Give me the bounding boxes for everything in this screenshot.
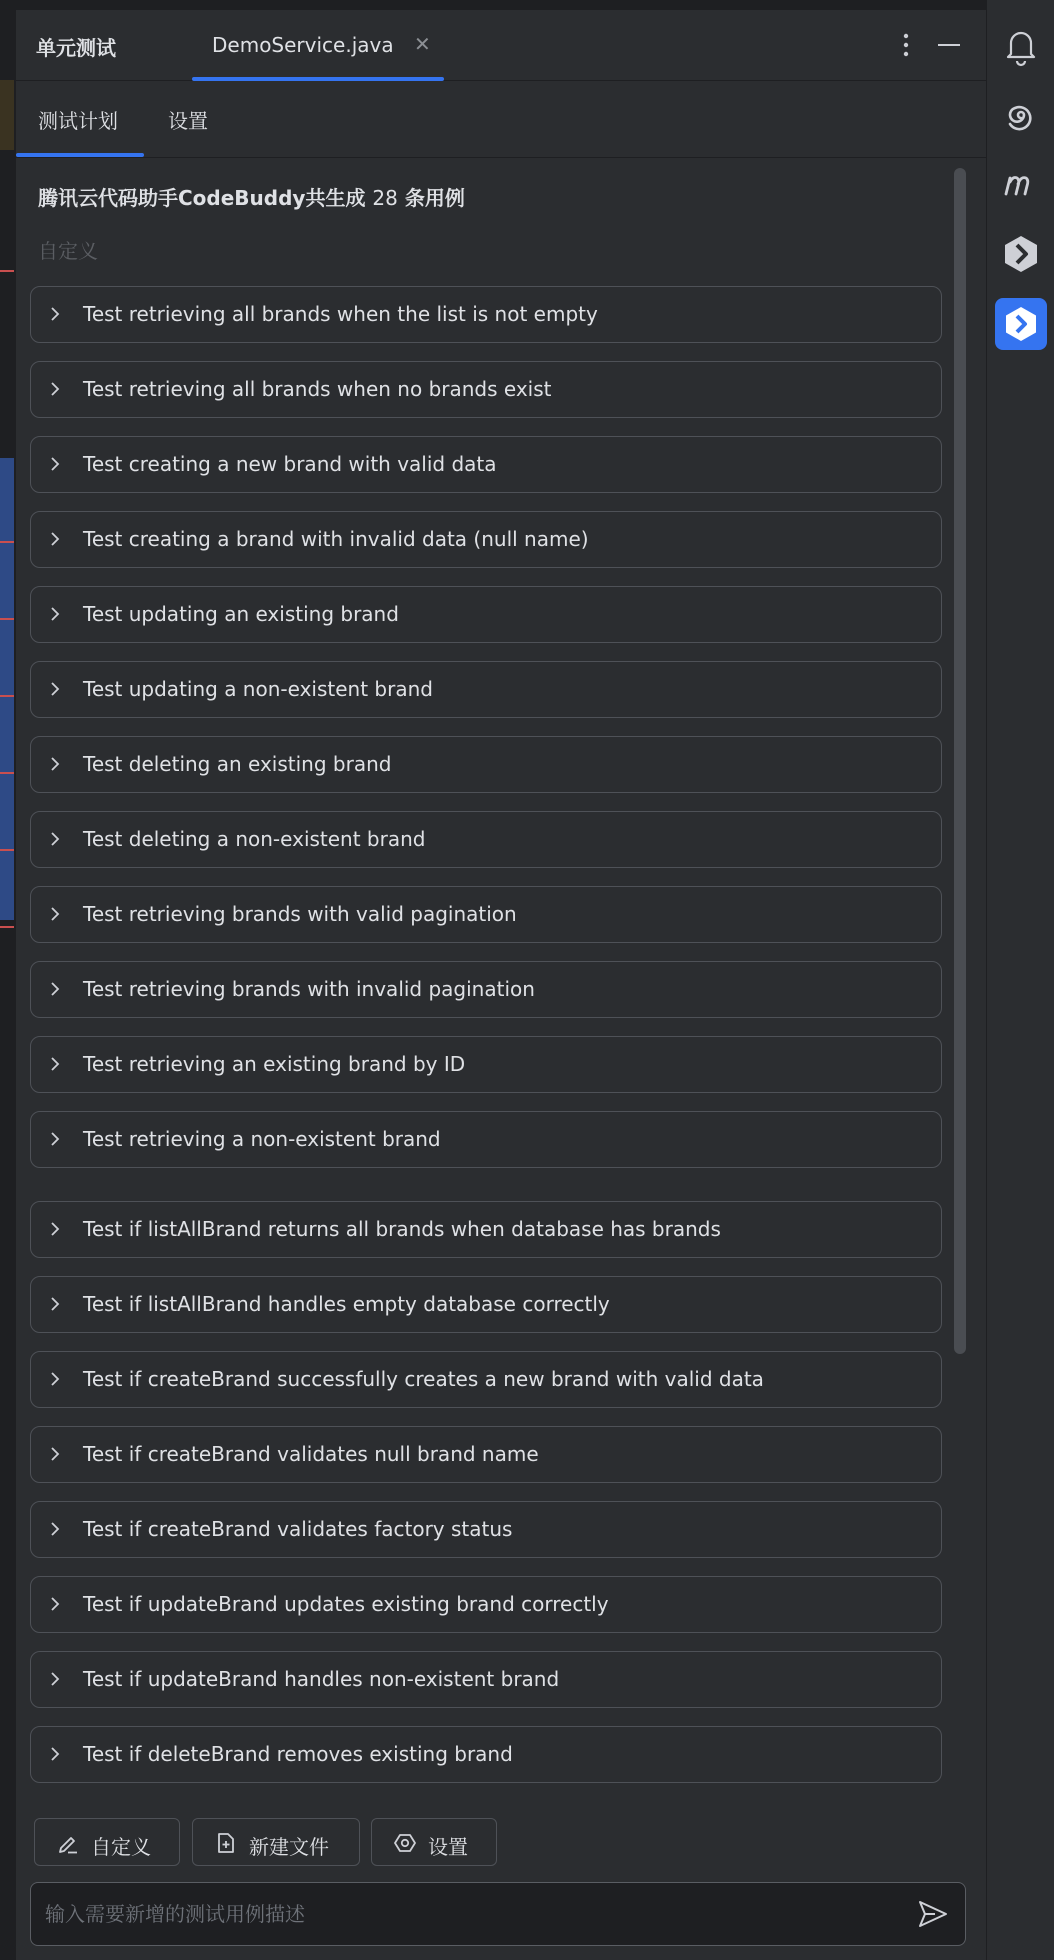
spiral-icon[interactable] [999,94,1043,138]
gear-icon [394,1832,416,1854]
test-case-title: Test updating a non-existent brand [83,677,433,701]
summary-prefix: 腾讯云代码助手CodeBuddy共生成 [38,186,366,210]
test-case-title: Test creating a new brand with valid data [83,452,497,476]
error-mark [0,541,14,543]
chevron-right-icon [49,1522,61,1536]
chevron-right-icon [49,832,61,846]
test-case-title: Test retrieving brands with invalid pagination [83,977,535,1001]
test-case-item[interactable] [30,1036,942,1093]
more-vertical-icon[interactable] [896,32,916,58]
chevron-right-icon [49,1132,61,1146]
send-icon[interactable] [917,1899,949,1929]
test-case-item[interactable] [30,1651,942,1708]
error-mark [0,270,14,272]
file-tab-label: DemoService.java [212,33,394,57]
test-case-item[interactable] [30,961,942,1018]
panel-header [16,10,986,81]
test-case-title: Test retrieving a non-existent brand [83,1127,441,1151]
test-case-item[interactable] [30,1111,942,1168]
bell-icon[interactable] [999,24,1043,68]
edit-icon [57,1832,79,1854]
test-case-item[interactable] [30,1501,942,1558]
test-case-title: Test updating an existing brand [83,602,399,626]
chevron-right-icon [49,382,61,396]
chevron-right-icon [49,1597,61,1611]
new-file-button[interactable] [192,1818,360,1866]
error-mark [0,772,14,774]
error-mark [0,926,14,928]
test-case-item[interactable] [30,1576,942,1633]
test-case-title: Test deleting a non-existent brand [83,827,426,851]
new-file-icon [215,1832,237,1854]
minimize-icon[interactable] [936,34,962,56]
close-icon[interactable]: ✕ [414,32,431,56]
test-case-title: Test if createBrand successfully creates a new brand with valid data [83,1367,764,1391]
chevron-right-icon [49,682,61,696]
tab-settings[interactable]: 设置 [168,109,208,133]
error-mark [0,695,14,697]
test-case-input[interactable] [43,1895,887,1933]
chevron-right-icon [49,907,61,921]
chevron-right-icon [49,1447,61,1461]
chevron-right-icon [49,1222,61,1236]
test-case-title: Test if updateBrand updates existing brand correctly [83,1592,609,1616]
test-case-item[interactable] [30,436,942,493]
new-file-button-label: 新建文件 [249,1835,329,1859]
chevron-right-icon [49,982,61,996]
error-mark [0,849,14,851]
settings-button[interactable] [371,1818,497,1866]
editor-gutter [0,0,16,1960]
custom-label[interactable]: 自定义 [38,239,98,263]
tab-test-plan[interactable]: 测试计划 [38,109,118,133]
settings-button-label: 设置 [428,1835,468,1859]
test-case-title: Test deleting an existing brand [83,752,392,776]
test-case-item[interactable] [30,1426,942,1483]
test-case-item[interactable] [30,1276,942,1333]
chevron-right-icon [49,607,61,621]
test-case-title: Test if deleteBrand removes existing brand [83,1742,513,1766]
test-case-item[interactable] [30,586,942,643]
right-tool-rail [986,0,1054,1960]
chevron-right-icon [49,1297,61,1311]
test-case-item[interactable] [30,1351,942,1408]
panel-title: 单元测试 [36,36,116,60]
test-case-item[interactable] [30,361,942,418]
editor-highlight [0,80,14,150]
chevron-right-icon [49,307,61,321]
test-case-title: Test if updateBrand handles non-existent brand [83,1667,560,1691]
file-tab[interactable] [192,10,444,80]
custom-button[interactable] [34,1818,180,1866]
test-case-title: Test retrieving brands with valid pagination [83,902,517,926]
chat-input-box [30,1882,966,1946]
test-case-title: Test retrieving an existing brand by ID [83,1052,466,1076]
sub-tabs [16,81,986,158]
window-top-edge [0,0,1054,10]
chevron-right-icon [49,532,61,546]
test-case-item[interactable] [30,1726,942,1783]
test-case-title: Test retrieving all brands when the list is not empty [83,302,598,326]
codebuddy-icon[interactable] [999,232,1043,276]
codebuddy-active-icon[interactable] [995,298,1047,350]
generation-summary [38,182,465,211]
chevron-right-icon [49,757,61,771]
test-case-item[interactable] [30,736,942,793]
test-case-title: Test creating a brand with invalid data (null name) [83,527,589,551]
active-tab-indicator [16,153,144,157]
error-mark [0,618,14,620]
summary-count: 28 [372,186,398,210]
test-case-item[interactable] [30,886,942,943]
test-case-item[interactable] [30,661,942,718]
unit-test-panel [16,10,986,1960]
test-case-item[interactable] [30,1201,942,1258]
chevron-right-icon [49,1672,61,1686]
test-case-title: Test if listAllBrand returns all brands when database has brands [83,1217,721,1241]
test-case-item[interactable] [30,511,942,568]
chevron-right-icon [49,1372,61,1386]
test-case-title: Test if listAllBrand handles empty database correctly [83,1292,610,1316]
test-case-title: Test if createBrand validates null brand name [83,1442,539,1466]
test-case-title: Test retrieving all brands when no brands exist [83,377,552,401]
test-case-item[interactable] [30,286,942,343]
test-case-title: Test if createBrand validates factory status [83,1517,513,1541]
test-case-item[interactable] [30,811,942,868]
m-icon[interactable] [999,162,1043,206]
summary-suffix: 条用例 [404,186,465,210]
chevron-right-icon [49,1057,61,1071]
custom-button-label: 自定义 [91,1835,151,1859]
chevron-right-icon [49,1747,61,1761]
scrollbar[interactable] [954,168,966,1354]
chevron-right-icon [49,457,61,471]
